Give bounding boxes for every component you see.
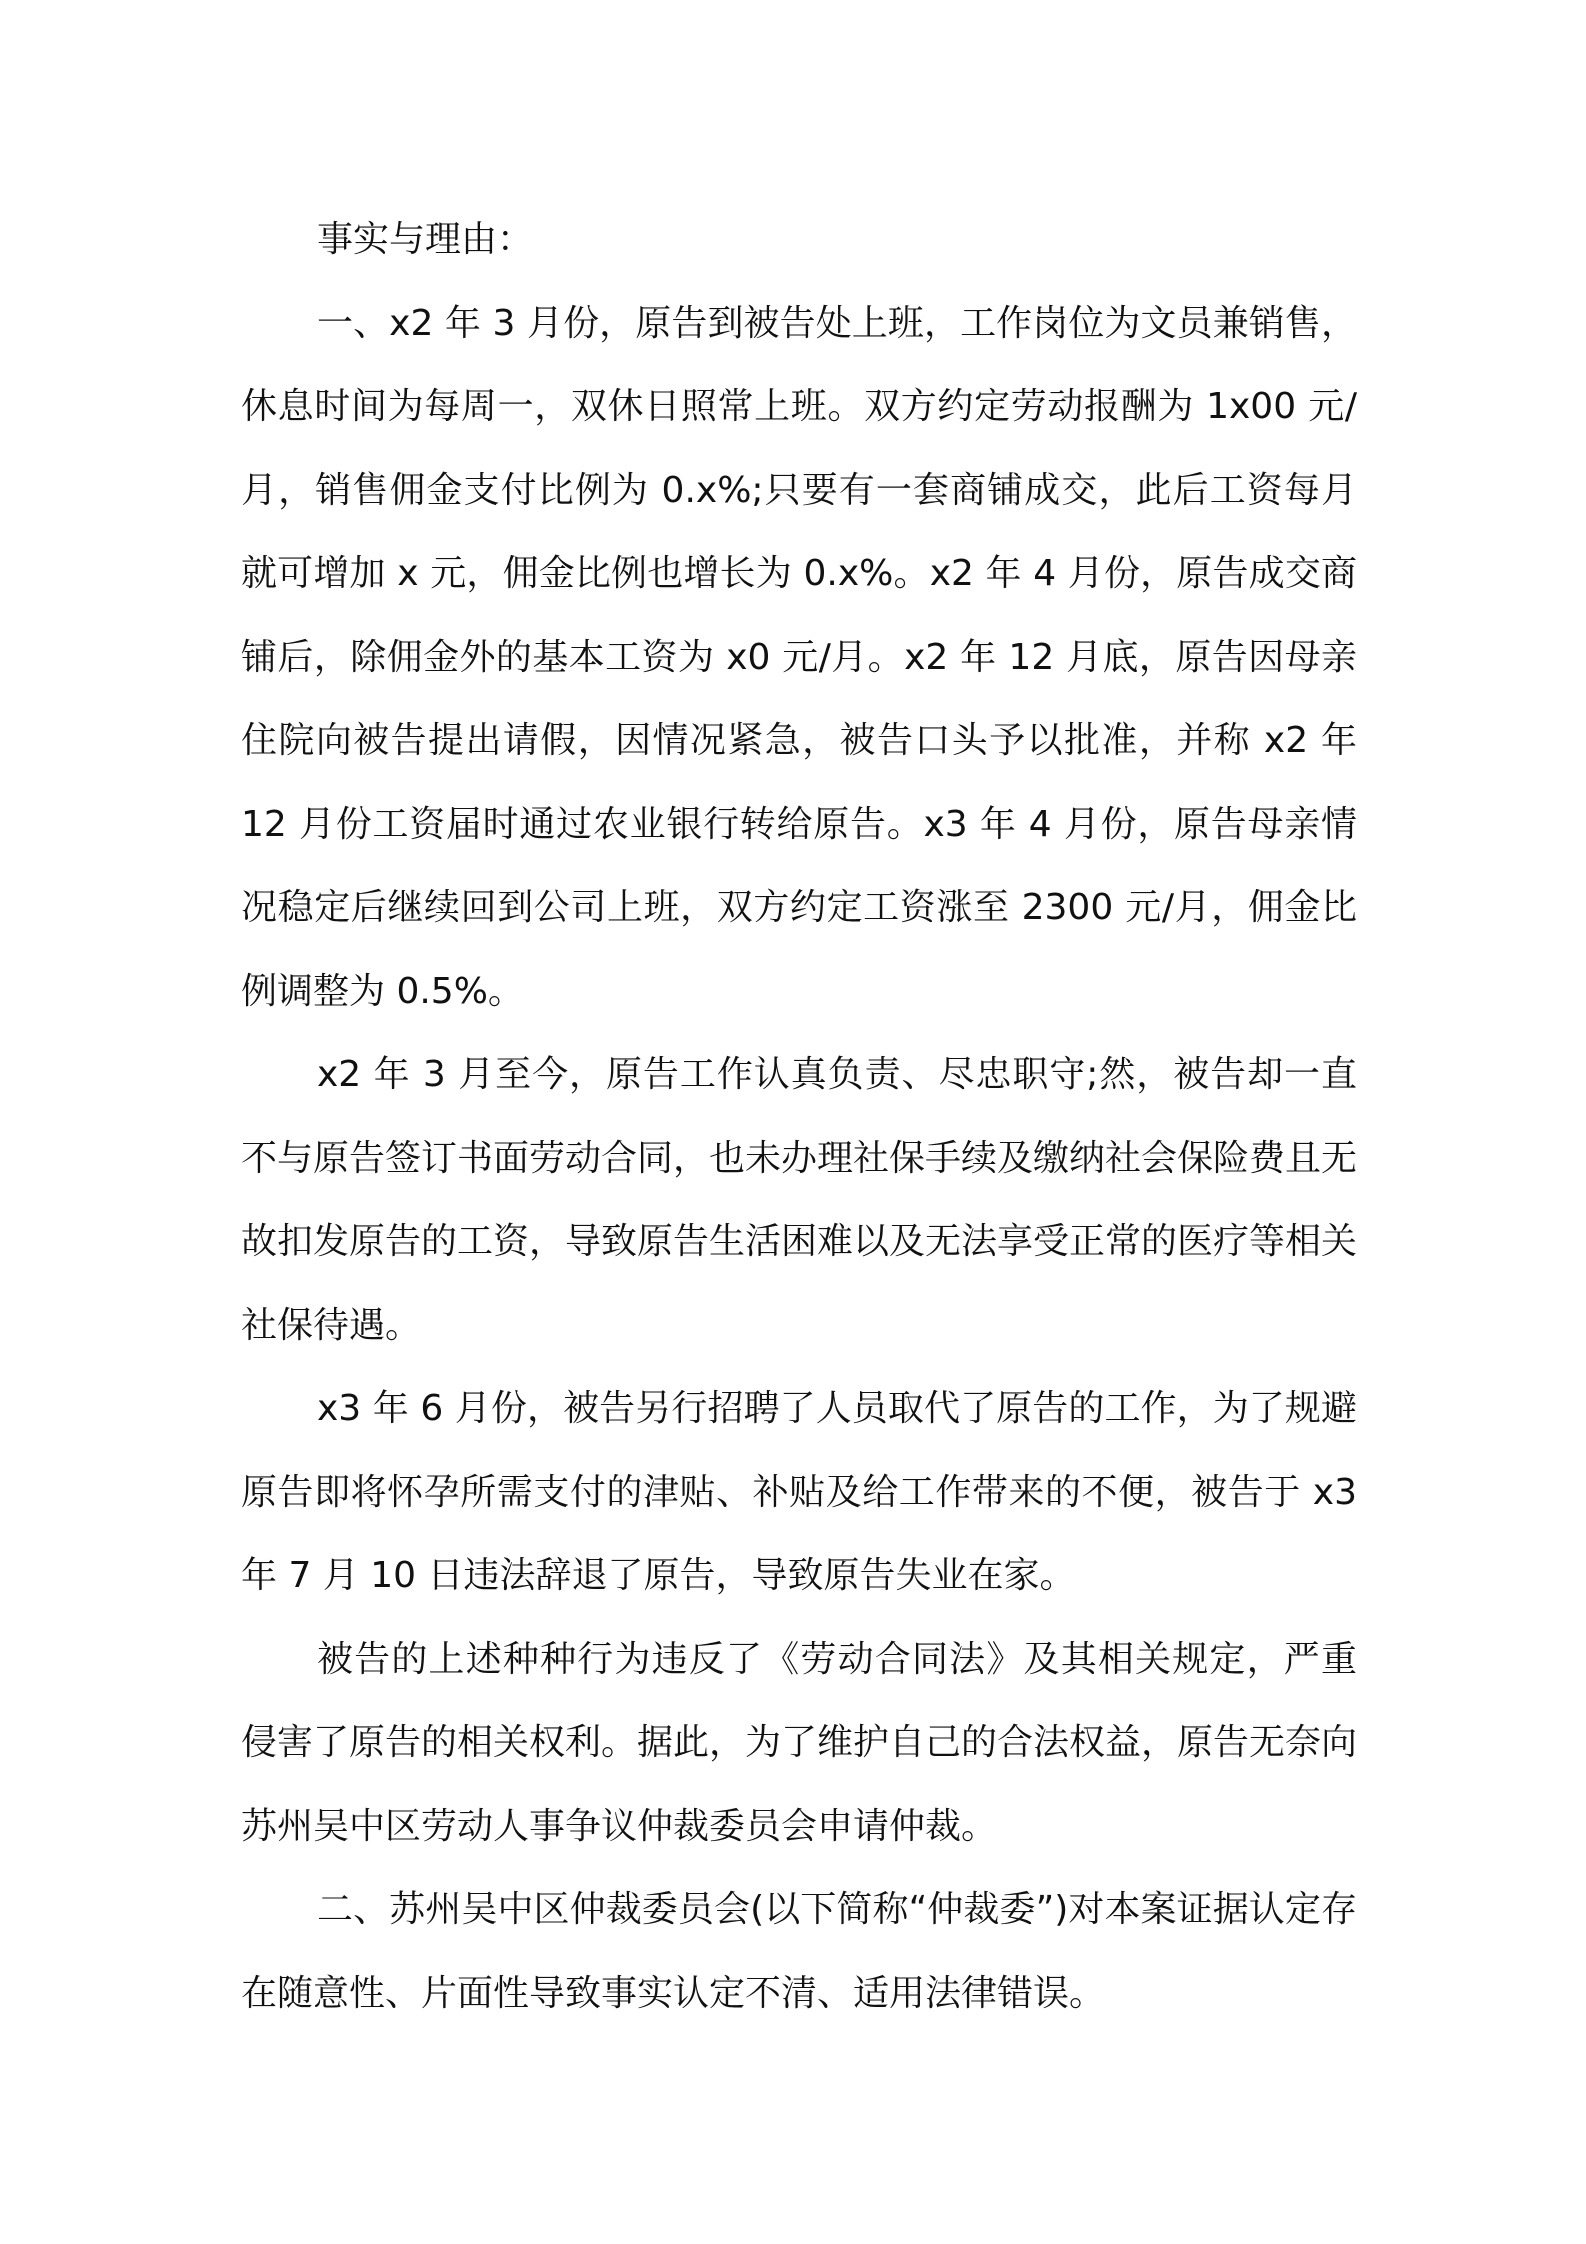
paragraph-1: 一、x2 年 3 月份，原告到被告处上班，工作岗位为文员兼销售，休息时间为每周一，双休日照常上班。双方约定劳动报酬为 1x00 元/月，销售佣金支付比例为 0.x%;只要有一套商铺成交，此后工资每月就可增加 x 元，佣金比例也增长为 0.x%。x2 年 4 月份，原告成交商铺后，除佣金外的基本工资为 x0 元/月。x2 年 12 月底，原告因母亲住院向被告提出请假，因情况紧急，被告口头予以批准，并称 x2 年 12 月份工资届时通过农业银行转给原告。x3 年 4 月份，原告母亲情况稳定后继续回到公司上班，双方约定工资涨至 2300 元/月，佣金比例调整为 0.5%。 bbox=[241, 302, 1357, 1012]
section-heading: 事实与理由： bbox=[317, 219, 534, 260]
paragraph-4: 被告的上述种种行为违反了《劳动合同法》及其相关规定，严重侵害了原告的相关权利。据此，为了维护自己的合法权益，原告无奈向苏州吴中区劳动人事争议仲裁委员会申请仲裁。 bbox=[241, 1638, 1358, 1847]
document-body bbox=[241, 198, 1357, 2035]
paragraph-5: 二、苏州吴中区仲裁委员会(以下简称“仲裁委”)对本案证据认定存在随意性、片面性导致事实认定不清、适用法律错误。 bbox=[241, 1889, 1357, 2014]
paragraph-3: x3 年 6 月份，被告另行招聘了人员取代了原告的工作，为了规避原告即将怀孕所需支付的津贴、补贴及给工作带来的不便，被告于 x3 年 7 月 10 日违法辞退了原告，导致原告失业在家。 bbox=[241, 1388, 1357, 1596]
paragraph-2: x2 年 3 月至今，原告工作认真负责、尽忠职守;然，被告却一直不与原告签订书面劳动合同，也未办理社保手续及缴纳社会保险费且无故扣发原告的工资，导致原告生活困难以及无法享受正常的医疗等相关社保待遇。 bbox=[241, 1054, 1358, 1346]
